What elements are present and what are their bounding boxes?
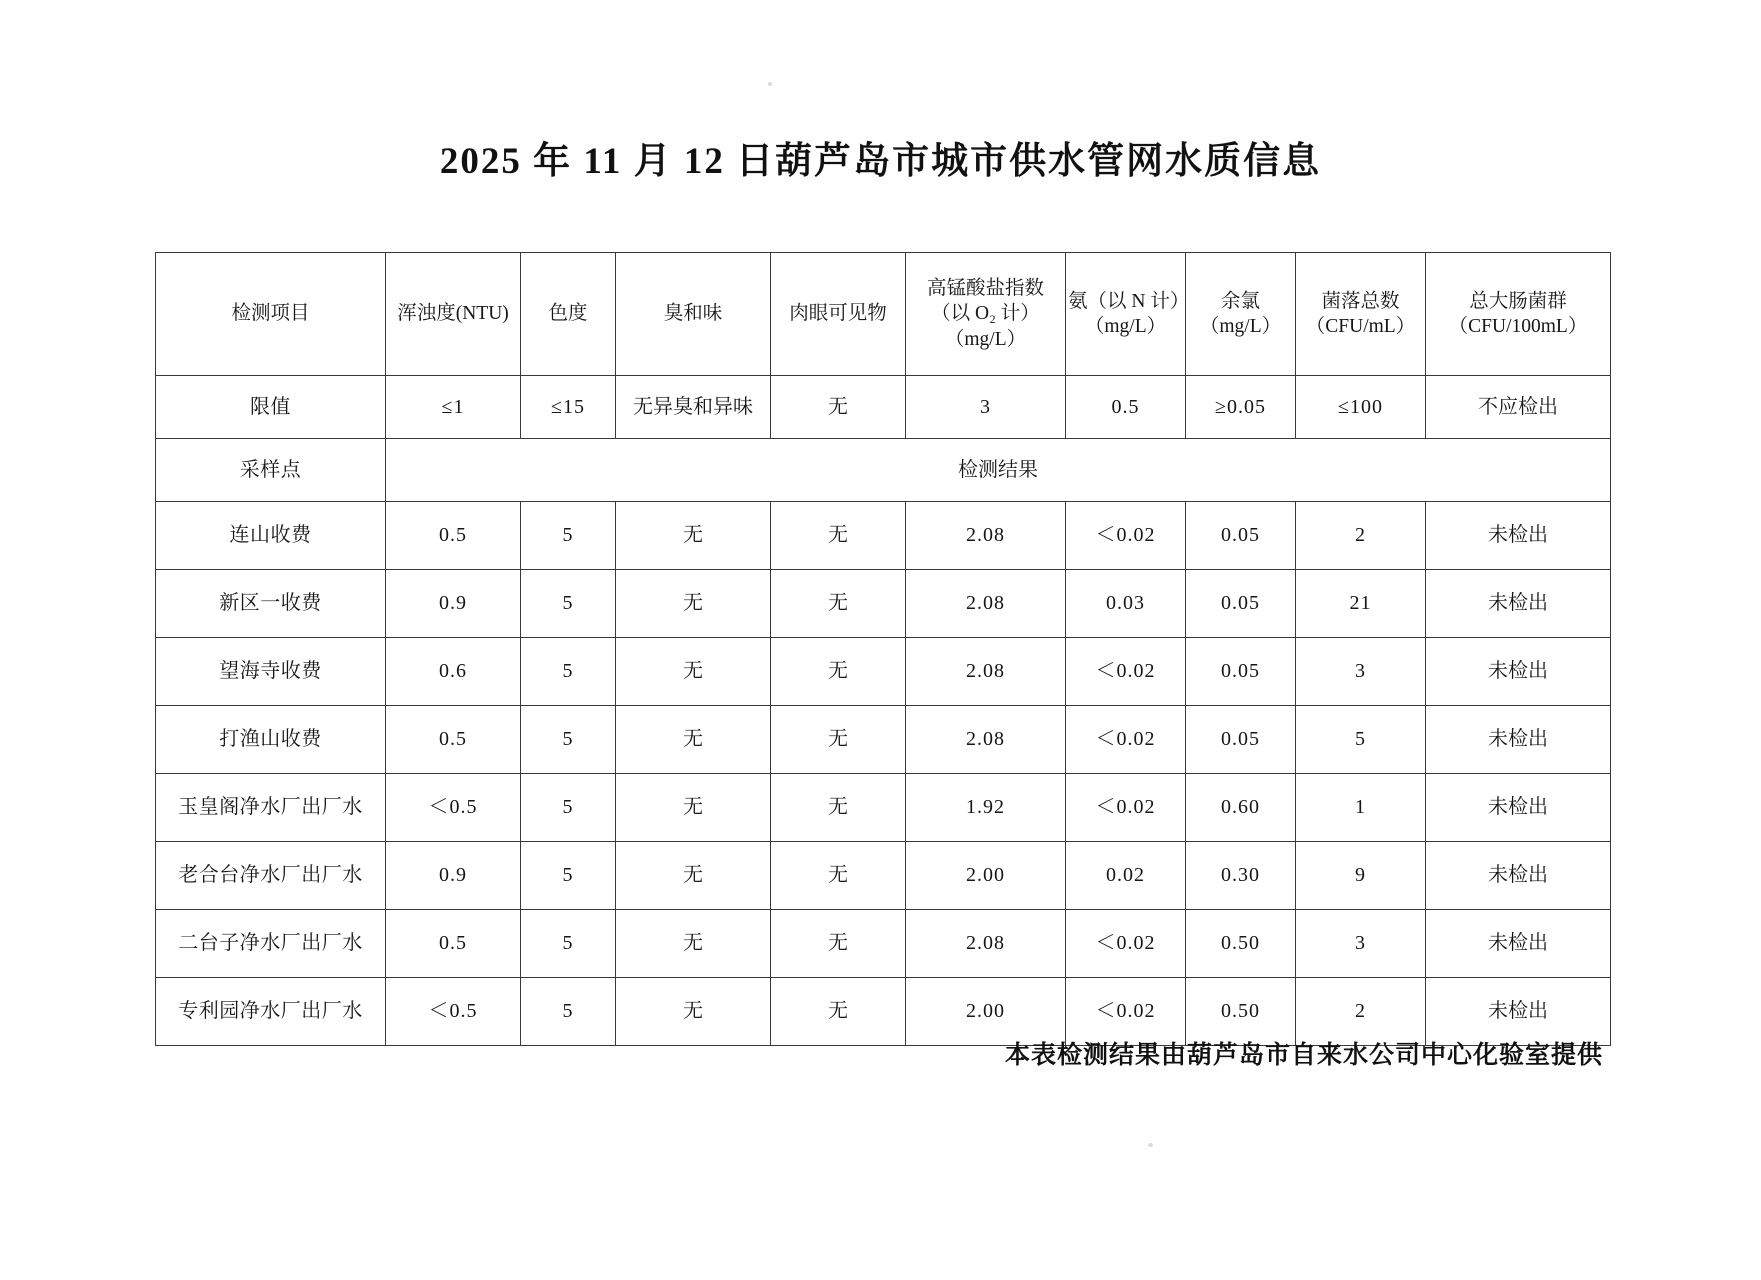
cell-total-coliform: 未检出	[1426, 570, 1611, 638]
table-row	[156, 774, 1611, 842]
cell-visible-matter: 无	[771, 570, 906, 638]
cell-chroma: 5	[521, 774, 616, 842]
header-cell-turbidity	[386, 253, 521, 376]
limit-turbidity: ≤1	[386, 376, 521, 439]
header-cell-item	[156, 253, 386, 376]
cell-residual-chlorine: 0.30	[1186, 842, 1296, 910]
cell-odor-taste: 无	[616, 570, 771, 638]
cell-residual-chlorine: 0.05	[1186, 706, 1296, 774]
footer-note: 本表检测结果由葫芦岛市自来水公司中心化验室提供	[1004, 1042, 1603, 1069]
cell-turbidity: ＜0.5	[386, 774, 521, 842]
cell-turbidity: 0.9	[386, 570, 521, 638]
cell-total-bacteria: 2	[1296, 978, 1426, 1046]
header-line: （mg/L）	[944, 328, 1027, 350]
cell-total-bacteria: 21	[1296, 570, 1426, 638]
table-row	[156, 570, 1611, 638]
site-name: 新区一收费	[156, 570, 386, 638]
cell-total-coliform: 未检出	[1426, 638, 1611, 706]
header-line: 浑浊度(NTU)	[397, 303, 509, 325]
header-line: 色度	[548, 303, 588, 325]
header-cell-permanganate-index	[906, 253, 1066, 376]
header-line: （CFU/100mL）	[1448, 316, 1588, 337]
site-name: 专利园净水厂出厂水	[156, 978, 386, 1046]
limit-ammonia: 0.5	[1066, 376, 1186, 439]
header-cell-total-coliform	[1426, 253, 1611, 376]
row-label-sample-point: 采样点	[156, 439, 386, 502]
cell-visible-matter: 无	[771, 706, 906, 774]
cell-residual-chlorine: 0.50	[1186, 910, 1296, 978]
cell-visible-matter: 无	[771, 638, 906, 706]
water-quality-table	[155, 252, 1611, 1046]
header-line: 检测项目	[231, 303, 310, 325]
cell-odor-taste: 无	[616, 706, 771, 774]
cell-permanganate-index: 2.08	[906, 910, 1066, 978]
cell-visible-matter: 无	[771, 910, 906, 978]
cell-total-coliform: 未检出	[1426, 910, 1611, 978]
cell-visible-matter: 无	[771, 978, 906, 1046]
cell-residual-chlorine: 0.05	[1186, 638, 1296, 706]
cell-permanganate-index: 2.08	[906, 570, 1066, 638]
cell-total-bacteria: 2	[1296, 502, 1426, 570]
limit-permanganate-index: 3	[906, 376, 1066, 439]
table-row	[156, 638, 1611, 706]
limit-odor-taste: 无异臭和异味	[616, 376, 771, 439]
scan-speck	[768, 82, 772, 86]
header-line: 氨（以 N 计）	[1068, 290, 1190, 312]
site-name: 二台子净水厂出厂水	[156, 910, 386, 978]
cell-turbidity: 0.5	[386, 706, 521, 774]
site-name: 玉皇阁净水厂出厂水	[156, 774, 386, 842]
cell-turbidity: ＜0.5	[386, 978, 521, 1046]
table-row	[156, 502, 1611, 570]
cell-ammonia: ＜0.02	[1066, 502, 1186, 570]
cell-ammonia: ＜0.02	[1066, 978, 1186, 1046]
cell-odor-taste: 无	[616, 978, 771, 1046]
cell-ammonia: 0.02	[1066, 842, 1186, 910]
header-cell-odor-taste	[616, 253, 771, 376]
limit-visible-matter: 无	[771, 376, 906, 439]
cell-odor-taste: 无	[616, 774, 771, 842]
site-name: 望海寺收费	[156, 638, 386, 706]
cell-chroma: 5	[521, 978, 616, 1046]
limit-residual-chlorine: ≥0.05	[1186, 376, 1296, 439]
cell-total-coliform: 未检出	[1426, 842, 1611, 910]
site-name: 打渔山收费	[156, 706, 386, 774]
header-line: 总大肠菌群	[1469, 290, 1567, 312]
cell-permanganate-index: 1.92	[906, 774, 1066, 842]
cell-turbidity: 0.9	[386, 842, 521, 910]
cell-chroma: 5	[521, 638, 616, 706]
site-name: 老合台净水厂出厂水	[156, 842, 386, 910]
header-line: 肉眼可见物	[789, 303, 887, 325]
cell-ammonia: 0.03	[1066, 570, 1186, 638]
cell-odor-taste: 无	[616, 638, 771, 706]
cell-odor-taste: 无	[616, 842, 771, 910]
cell-visible-matter: 无	[771, 502, 906, 570]
page-title: 2025 年 11 月 12 日葫芦岛市城市供水管网水质信息	[439, 141, 1322, 182]
cell-total-coliform: 未检出	[1426, 502, 1611, 570]
cell-total-bacteria: 1	[1296, 774, 1426, 842]
cell-odor-taste: 无	[616, 910, 771, 978]
section-header-results: 检测结果	[386, 439, 1611, 502]
limit-total-bacteria: ≤100	[1296, 376, 1426, 439]
cell-total-coliform: 未检出	[1426, 978, 1611, 1046]
cell-ammonia: ＜0.02	[1066, 910, 1186, 978]
table-row	[156, 706, 1611, 774]
cell-total-coliform: 未检出	[1426, 706, 1611, 774]
cell-residual-chlorine: 0.50	[1186, 978, 1296, 1046]
cell-turbidity: 0.6	[386, 638, 521, 706]
cell-total-bacteria: 3	[1296, 910, 1426, 978]
cell-residual-chlorine: 0.60	[1186, 774, 1296, 842]
cell-chroma: 5	[521, 842, 616, 910]
cell-permanganate-index: 2.08	[906, 638, 1066, 706]
cell-residual-chlorine: 0.05	[1186, 570, 1296, 638]
cell-chroma: 5	[521, 502, 616, 570]
cell-chroma: 5	[521, 570, 616, 638]
header-cell-visible-matter	[771, 253, 906, 376]
cell-visible-matter: 无	[771, 774, 906, 842]
row-label-limit: 限值	[156, 376, 386, 439]
cell-ammonia: ＜0.02	[1066, 706, 1186, 774]
header-cell-total-bacteria	[1296, 253, 1426, 376]
scan-speck	[1148, 1143, 1153, 1147]
section-header-row	[156, 439, 1611, 502]
cell-ammonia: ＜0.02	[1066, 638, 1186, 706]
header-line: （CFU/mL）	[1305, 316, 1416, 337]
cell-odor-taste: 无	[616, 502, 771, 570]
limit-total-coliform: 不应检出	[1426, 376, 1611, 439]
table-row	[156, 910, 1611, 978]
cell-permanganate-index: 2.08	[906, 502, 1066, 570]
header-cell-ammonia	[1066, 253, 1190, 376]
cell-permanganate-index: 2.00	[906, 978, 1066, 1046]
table-header-row	[156, 253, 1611, 376]
header-line: 臭和味	[663, 303, 723, 325]
header-line: 余氯	[1220, 290, 1260, 312]
cell-permanganate-index: 2.08	[906, 706, 1066, 774]
site-name: 连山收费	[156, 502, 386, 570]
header-line: （mg/L）	[1084, 316, 1167, 337]
cell-total-coliform: 未检出	[1426, 774, 1611, 842]
header-line: 高锰酸盐指数	[926, 277, 1044, 299]
cell-total-bacteria: 9	[1296, 842, 1426, 910]
cell-ammonia: ＜0.02	[1066, 774, 1186, 842]
limit-chroma: ≤15	[521, 376, 616, 439]
water-quality-table-container	[155, 252, 1610, 1046]
header-line: （以 O₂ 计）	[931, 303, 1040, 325]
cell-residual-chlorine: 0.05	[1186, 502, 1296, 570]
header-cell-chroma	[521, 253, 616, 376]
cell-turbidity: 0.5	[386, 910, 521, 978]
header-line: （mg/L）	[1199, 316, 1282, 337]
limit-value-row	[156, 376, 1611, 439]
cell-chroma: 5	[521, 706, 616, 774]
cell-turbidity: 0.5	[386, 502, 521, 570]
cell-total-bacteria: 5	[1296, 706, 1426, 774]
cell-permanganate-index: 2.00	[906, 842, 1066, 910]
cell-chroma: 5	[521, 910, 616, 978]
header-line: 菌落总数	[1321, 290, 1400, 312]
header-cell-residual-chlorine	[1186, 253, 1296, 376]
table-row	[156, 842, 1611, 910]
cell-total-bacteria: 3	[1296, 638, 1426, 706]
cell-visible-matter: 无	[771, 842, 906, 910]
